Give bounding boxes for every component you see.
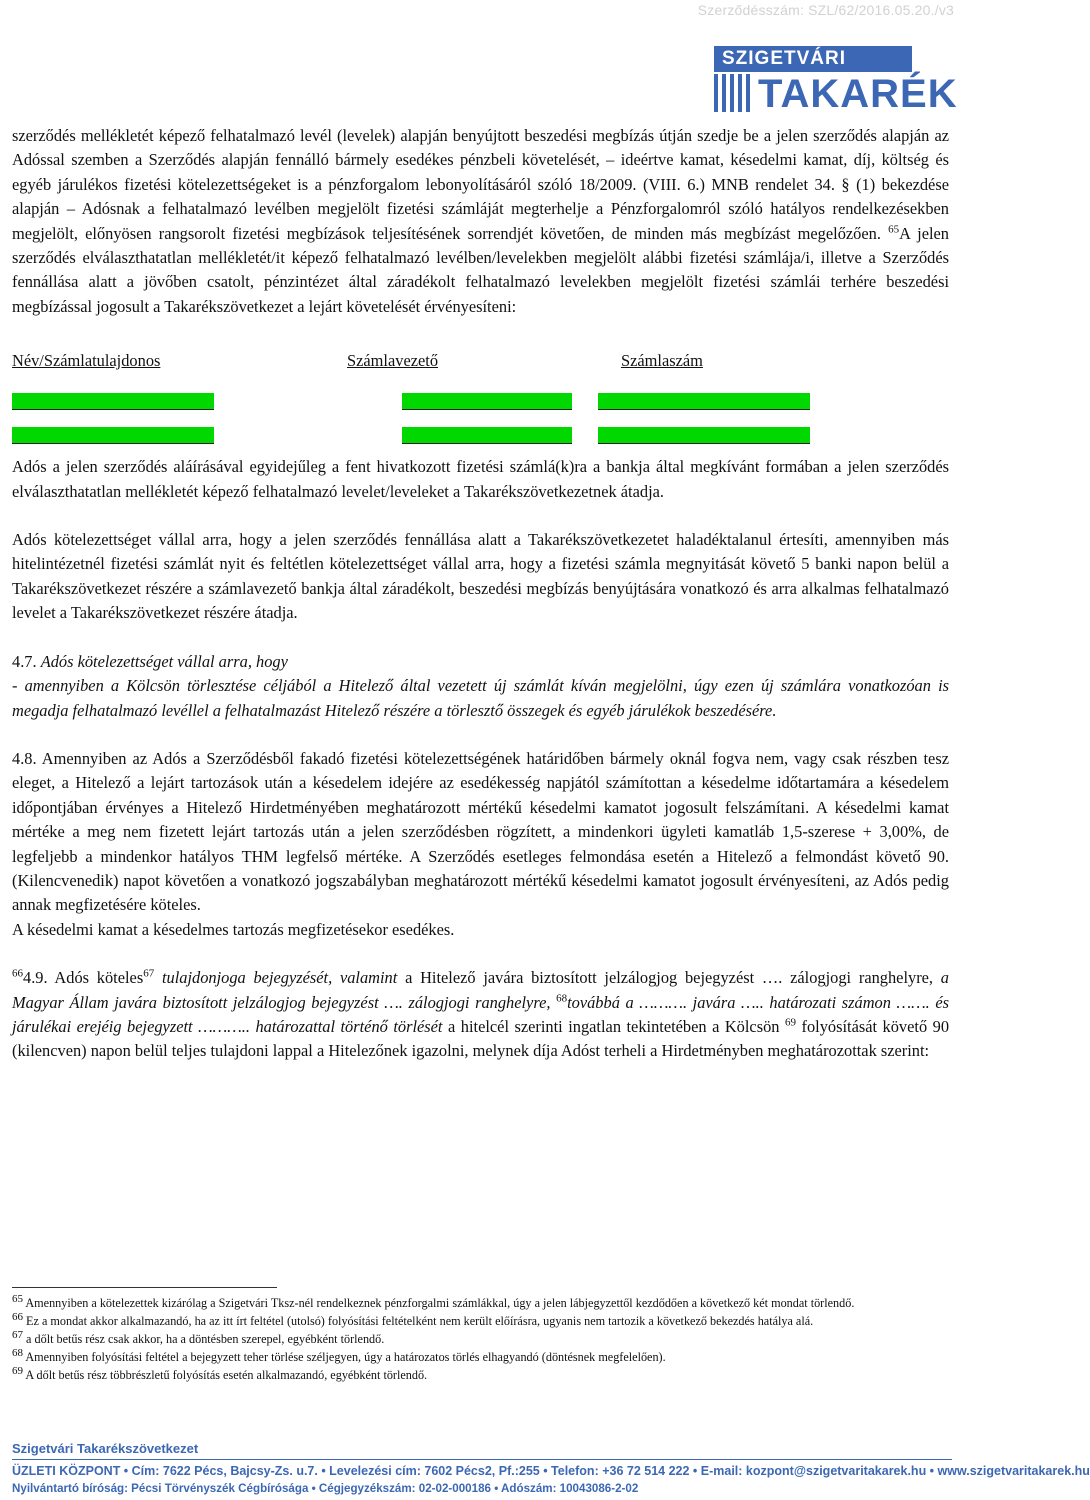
account-field[interactable] (598, 427, 810, 444)
name-field[interactable] (12, 393, 214, 410)
contract-number: Szerződésszám: SZL/62/2016.05.20./v3 (697, 2, 954, 18)
section-4-8: 4.8. Amennyiben az Adós a Szerződésből fakadó fizetési kötelezettségének határidőben bármely oknál fogva nem, vagy csak részben tesz eleget, a Hitelező a lejárt tartozások után a késedelem idejére az esedékesség napjától számítottan a késedelme időtartamára a késedelem időpontjában érvényes a Hitelező Hirdetményében meghatározott mértékű késedelmi kamatot jogosult felszámítani. A késedelmi kamat mértéke a meg nem fizetett lejárt tartozás után a jelen szerződésben rögzített, a mindenkori ügyleti kamatláb 1,5-szerese + 3,00%, de legfeljebb a mindenkor hatályos THM legfelső mértéke. A Szerződés esetleges felmondása esetén a Hitelező a felmondást követő 90. (Kilencvenedik) napot követően a vonatkozó jogszabályban meghatározott mértékű késedelmi kamatot jogosult érvényesíteni, az Adós pedig annak megfizetésére köteles. (12, 748, 949, 915)
footnote-67: $^{67}$ a dőlt betűs rész csak akkor, ha a döntésben szerepel, egyébként törlendő. (12, 1328, 385, 1346)
paragraph-1: szerződés mellékletét képező felhatalmazó levél (levelek) alapján benyújtott beszedési megbízás útján szedje be a jelen szerződés alapján az Adóssal szemben a Szerződés alapján fennálló bármely esedékes pénzbeli követelését, – ideértve kamat, késedelmi kamat, díj, költség és egyéb járulékos fizetési kötelezettségeket is a pénzforgalom lebonyolításáról szóló 18/2009. (VIII. 6.) MNB rendelet 34. § (1) bekezdése alapján – Adósnak a felhatalmazó levélben megjelölt fizetési számláját megterhelje a Pénzforgalomról szóló hatályos rendelkezésekben megjelölt, előnyösen rangsorolt fizetési megbízások teljesítésének sorrendjét követően, de minden más megbízást megelőzően. $^{65}$A jelen szerződés elválaszthatatlan mellékletét/it képező felhatalmazó levélben/levelekben megjelölt alábbi fizetési számlája/i, illetve a Szerződés fennállása alatt a jövőben csatolt, pénzintézet által záradékolt felhatalmazó levelekben megjelölt fizetési számlái terhére beszedési megbízással jogosult a Takarékszövetkezet a lejárt követelését érvényesíteni: (12, 126, 949, 316)
footnote-66: $^{66}$ Ez a mondat akkor alkalmazandó, ha az itt írt feltétel (utolsó) folyósítási feltételként nem került előírásra, ugyanis nem tartozik a következő bekezdés hatálya alá. (12, 1310, 814, 1328)
col-account-header: Számlaszám (621, 351, 703, 371)
footnotes (12, 1294, 949, 1384)
paragraph-2: Adós a jelen szerződés aláírásával egyidejűleg a fent hivatkozott fizetési számlá(k)ra a bankja által megkívánt formában a jelen szerződés elválaszthatatlan mellékletét képező felhatalmazó levelet/leveleket a Takarékszövetkezetnek átadja. (12, 457, 949, 501)
account-row-2[interactable] (12, 421, 949, 455)
footer-registration: Nyilvántartó bíróság: Pécsi Törvényszék Cégbírósága • Cégjegyzékszám: 02-02-000186 • Adószám: 10043086-2-02 (12, 1482, 639, 1495)
logo-line1: SZIGETVÁRI (714, 46, 912, 72)
bank-field[interactable] (402, 427, 572, 444)
footnote-65: $^{65}$ Amennyiben a kötelezettek kizárólag a Szigetvári Tksz-nél rendelkeznek pénzforgalmi számlákkal, úgy a jelen lábjegyzettől kezdődően a következő két mondat törlendő. (12, 1292, 855, 1310)
section-4-7: 4.7. Adós kötelezettséget vállal arra, hogy (12, 651, 288, 671)
col-bank-header: Számlavezető (347, 351, 439, 371)
page-footer (12, 1440, 1090, 1498)
section-4-9: $^{66}$4.9. Adós köteles$^{67}$ tulajdonjoga bejegyzését, valamint a Hitelező javára biztosított jelzálogjog bejegyzést …. zálogjogi ranghelyre, a Magyar Állam javára biztosított jelzálogjog bejegyzést …. zálogjogi ranghelyre, $^{68}$továbbá a ………. javára ….. határozati számon ……. és járulékai erejéig bejegyzett ……….. határozattal történő törlését a hitelcél szerinti ingatlan tekintetében a Kölcsön $^{69}$ folyósítását követő 90 (kilencven) napon belül teljes tulajdoni lappal a Hitelezőnek igazolni, melynek díja Adóst terheli a Hirdetményben meghatározottak szerint: (12, 967, 950, 1061)
footer-org-name: Szigetvári Takarékszövetkezet (12, 1441, 199, 1456)
document-body (12, 124, 949, 1064)
col-name-header: Név/Számlatulajdonos (12, 351, 161, 371)
name-field[interactable] (12, 427, 214, 444)
logo-line2: TAKARÉK (758, 72, 958, 116)
footnote-69: $^{69}$ A dőlt betűs rész többrészletű folyósítás esetén alkalmazandó, egyébként törlendő. (12, 1364, 428, 1382)
account-row-1[interactable] (12, 387, 949, 421)
section-4-8-last: A késedelmi kamat a késedelmes tartozás megfizetésekor esedékes. (12, 919, 455, 939)
footnote-ref-65: 65 (888, 223, 900, 236)
section-4-7-item: - amennyiben a Kölcsön törlesztése céljából a Hitelező által vezetett új számlát kíván megjelölni, úgy ezen új számlára vonatkozóan is megadja felhatalmazó levéllel a felhatalmazást Hitelező részére a törlesztő összegek és egyéb járulékok beszedésére. (12, 676, 949, 720)
bank-field[interactable] (402, 393, 572, 410)
footer-divider (12, 1459, 952, 1460)
account-field[interactable] (598, 393, 810, 410)
paragraph-3: Adós kötelezettséget vállal arra, hogy a jelen szerződés fennállása alatt a Takarékszövetkezetet haladéktalanul értesíti, amennyiben más hitelintézetnél fizetési számlát nyit és feltétlen kötelezettséget vállal arra, hogy a fizetési számla megnyitását követő 5 banki napon belül a Takarékszövetkezet részére a számlavezető bankja által záradékolt, beszedési megbízás benyújtására vonatkozó és arra alkalmas felhatalmazó levelet a Takarékszövetkezet részére átadja. (12, 530, 949, 623)
footer-hq-contact: ÜZLETI KÖZPONT • Cím: 7622 Pécs, Bajcsy-Zs. u.7. • Levelezési cím: 7602 Pécs2, Pf.:255 • Telefon: +36 72 514 222 • E-mail: kozpont@szigetvaritakarek.hu • www.szigetvaritakarek.hu (12, 1464, 1090, 1478)
footnote-separator (12, 1287, 277, 1288)
footnote-68: $^{68}$ Amennyiben folyósítási feltétel a bejegyzett teher törlése széljegyen, úgy a határozatos törlés elhagyandó (döntésnek megfelelően). (12, 1346, 666, 1364)
bank-logo (714, 46, 958, 116)
account-table-header (12, 349, 949, 373)
